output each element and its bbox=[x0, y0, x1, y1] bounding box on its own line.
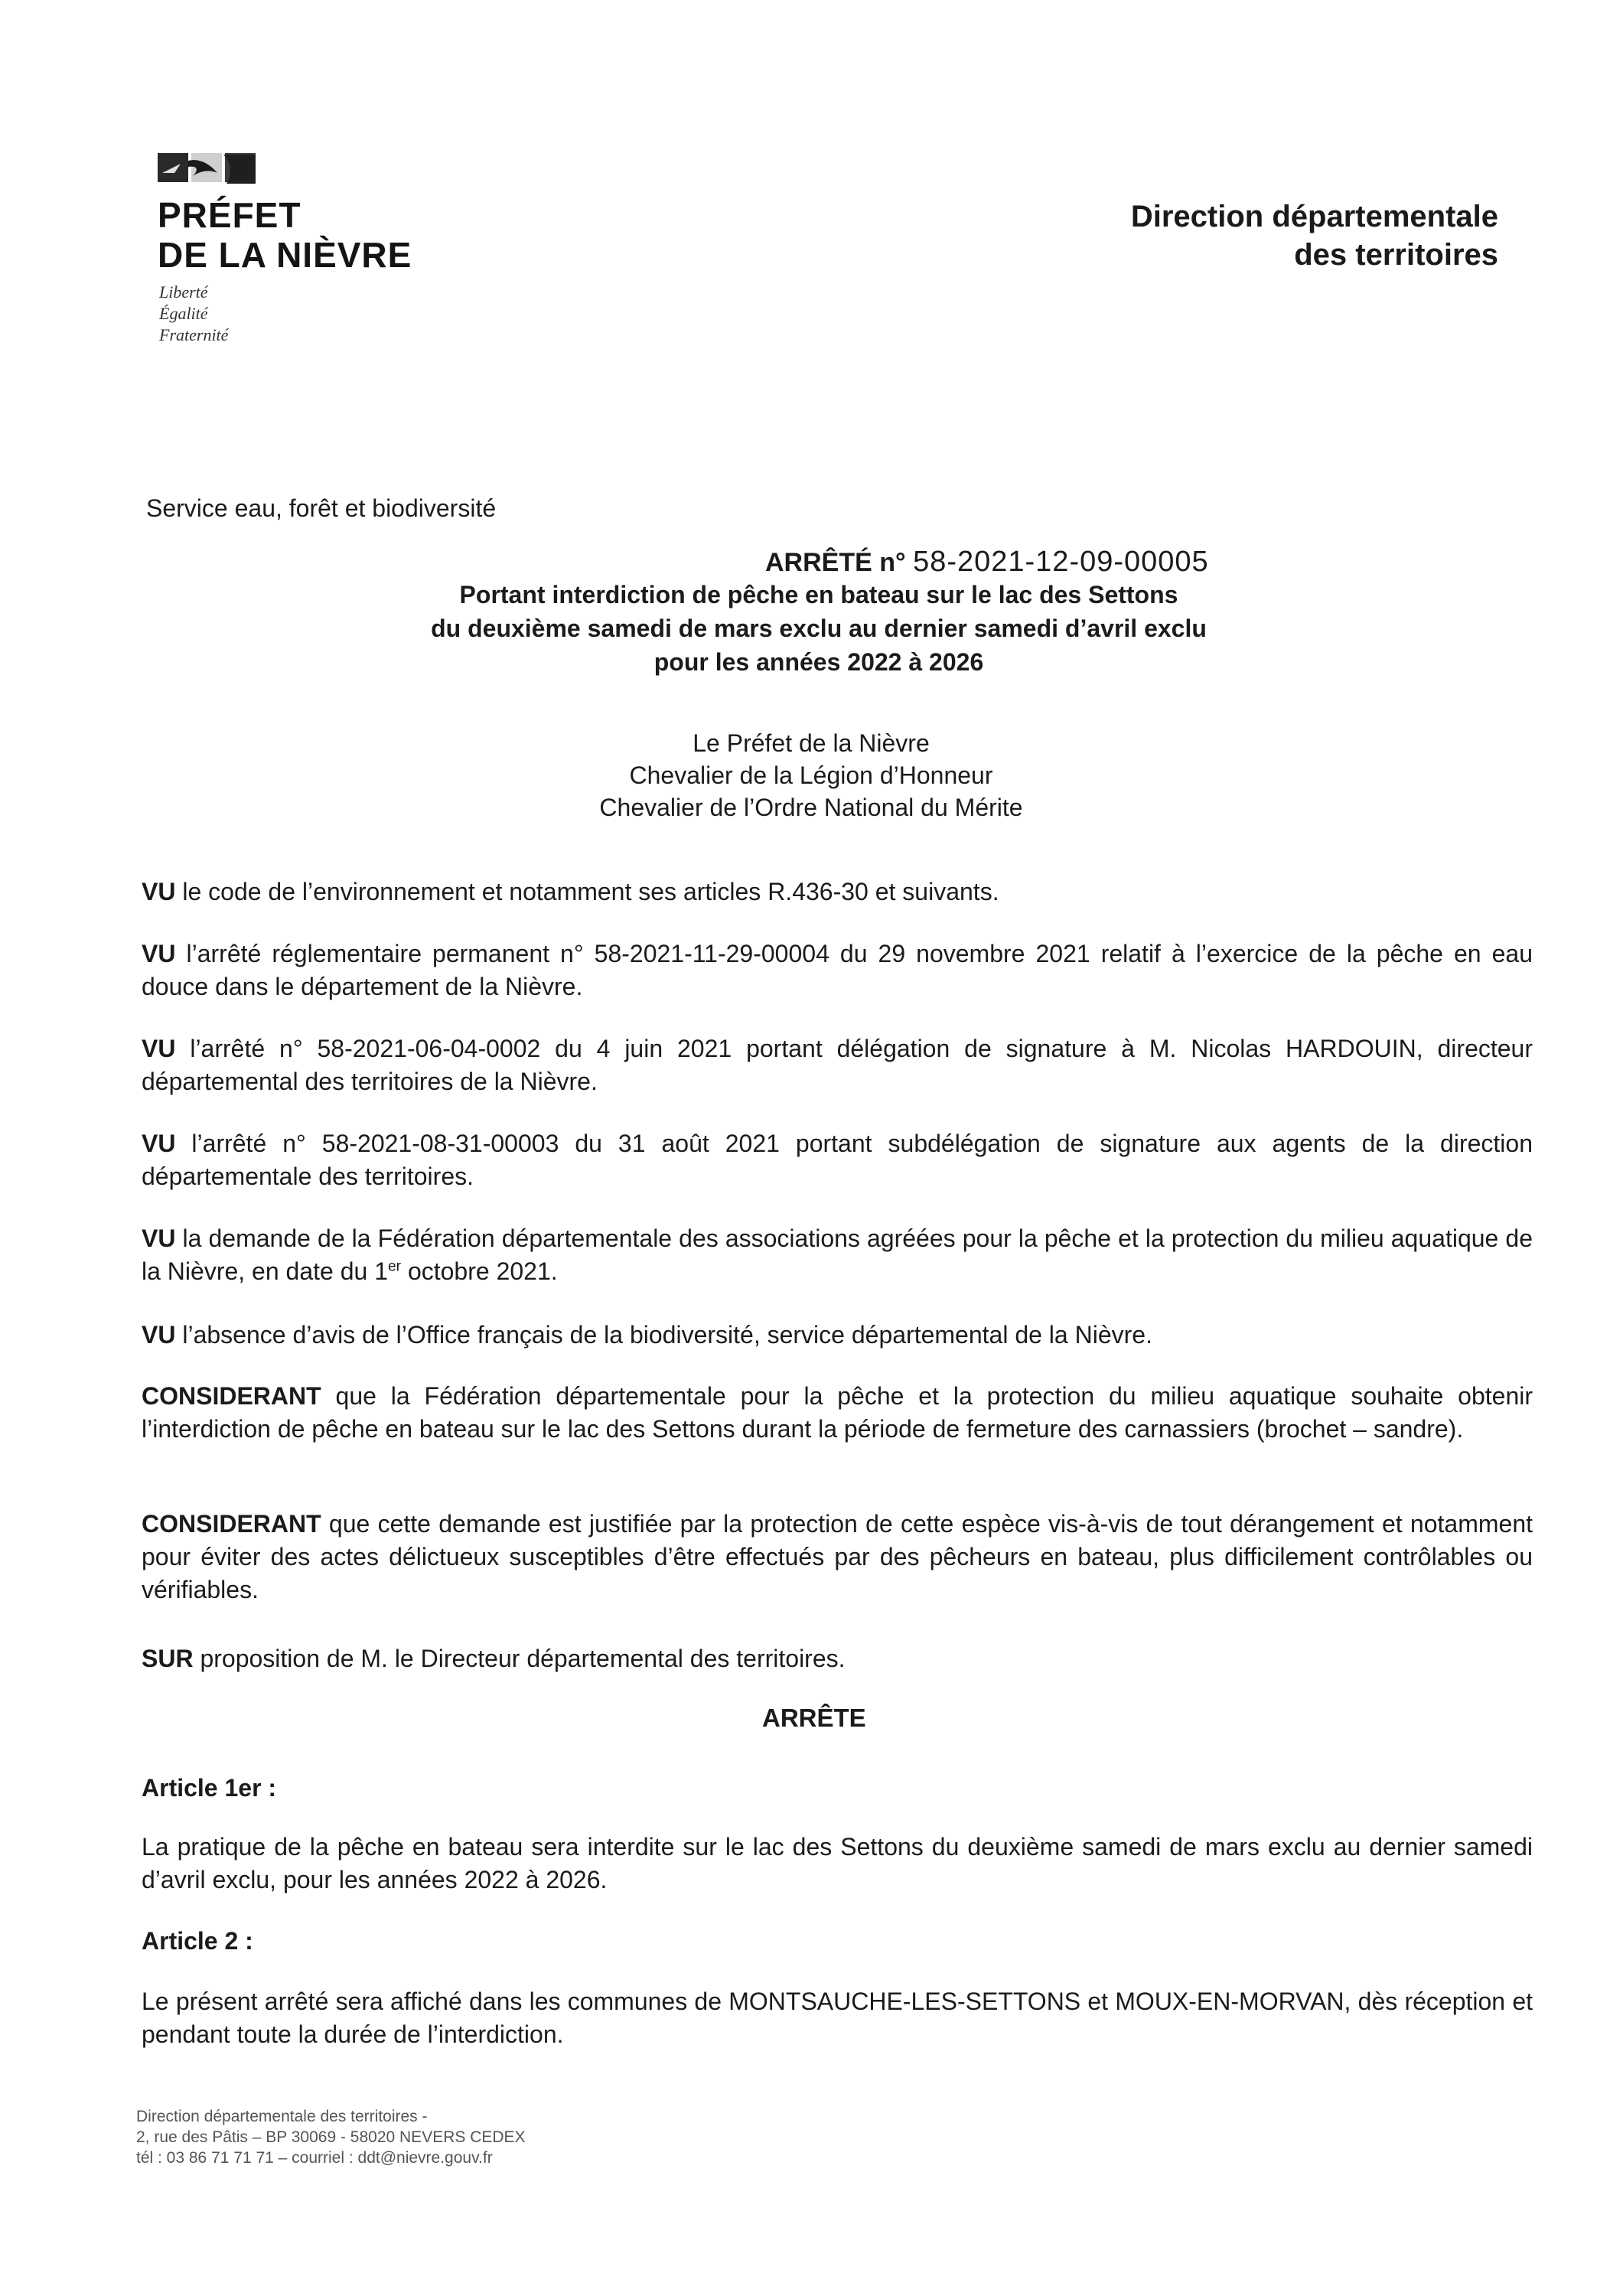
prefect-line-3: Chevalier de l’Ordre National du Mérite bbox=[599, 794, 1023, 821]
vu-paragraph bbox=[142, 1032, 1533, 1098]
vu-keyword: VU bbox=[142, 940, 176, 967]
marianne-logo-icon bbox=[158, 150, 259, 185]
vu-text-after: octobre 2021. bbox=[401, 1257, 558, 1285]
logo-line-1: PRÉFET bbox=[158, 195, 301, 235]
devise-liberte: Liberté bbox=[159, 282, 208, 302]
service-name: Service eau, forêt et biodiversité bbox=[146, 494, 497, 522]
footer-line-1: Direction départementale des territoires - bbox=[136, 2108, 428, 2125]
article-2-title: Article 2 : bbox=[142, 1927, 253, 1955]
vu-keyword: VU bbox=[142, 1225, 176, 1252]
sur-paragraph bbox=[142, 1642, 1533, 1675]
vu-keyword: VU bbox=[142, 1321, 176, 1349]
vu-text: la demande de la Fédération départementale des associations agréées pour la pêche et la protection du milieu aquatique de la Nièvre, en date du 1 bbox=[142, 1225, 1533, 1285]
vu-text: le code de l’environnement et notamment ses articles R.436-30 et suivants. bbox=[175, 878, 999, 905]
title-line-3: pour les années 2022 à 2026 bbox=[653, 648, 984, 676]
vu-paragraph bbox=[142, 876, 1533, 908]
arrete-number bbox=[765, 545, 1209, 579]
vu-keyword: VU bbox=[142, 1035, 176, 1062]
vu-keyword: VU bbox=[142, 1130, 176, 1157]
direction-line-2: des territoires bbox=[1294, 238, 1498, 272]
vu-text: l’arrêté n° 58-2021-08-31-00003 du 31 août 2021 portant subdélégation de signature aux agents de la direction départementale des territoires. bbox=[142, 1130, 1533, 1190]
vu-text: l’arrêté réglementaire permanent n° 58-2021-11-29-00004 du 29 novembre 2021 relatif à l’exercice de la pêche en eau douce dans le département de la Nièvre. bbox=[142, 940, 1533, 1000]
prefect-line-1: Le Préfet de la Nièvre bbox=[693, 729, 930, 757]
article-2-text: Le présent arrêté sera affiché dans les communes de MONTSAUCHE-LES-SETTONS et MOUX-EN-MORVAN, dès réception et pendant toute la durée de l’interdiction. bbox=[142, 1988, 1533, 2048]
sur-text: proposition de M. le Directeur départemental des territoires. bbox=[193, 1645, 846, 1672]
article-1-text: La pratique de la pêche en bateau sera interdite sur le lac des Settons du deuxième samedi de mars exclu au dernier samedi d’avril exclu, pour les années 2022 à 2026. bbox=[142, 1833, 1533, 1893]
vu-paragraph bbox=[142, 1127, 1533, 1193]
vu-text: l’arrêté n° 58-2021-06-04-0002 du 4 juin 2021 portant délégation de signature à M. Nicolas HARDOUIN, directeur départemental des territoires de la Nièvre. bbox=[142, 1035, 1533, 1095]
prefect-titles bbox=[429, 727, 1194, 823]
considerant-paragraph bbox=[142, 1380, 1533, 1446]
vu-text: l’absence d’avis de l’Office français de la biodiversité, service départemental de la Nièvre. bbox=[175, 1321, 1152, 1349]
superscript-er: er bbox=[387, 1258, 402, 1275]
considerant-keyword: CONSIDERANT bbox=[142, 1510, 321, 1538]
title-line-1: Portant interdiction de pêche en bateau sur le lac des Settons bbox=[459, 581, 1178, 608]
title-line-2: du deuxième samedi de mars exclu au dernier samedi d’avril exclu bbox=[431, 615, 1207, 642]
issuing-direction bbox=[1131, 197, 1498, 274]
prefect-line-2: Chevalier de la Légion d’Honneur bbox=[629, 762, 993, 789]
sur-keyword: SUR bbox=[142, 1645, 194, 1672]
direction-line-1: Direction départementale bbox=[1130, 200, 1498, 233]
article-1-title: Article 1er : bbox=[142, 1774, 277, 1802]
vu-keyword: VU bbox=[142, 878, 176, 905]
footer-line-3: tél : 03 86 71 71 71 – courriel : ddt@nievre.gouv.fr bbox=[136, 2149, 493, 2167]
devise-fraternite: Fraternité bbox=[159, 325, 229, 344]
considerant-text: que la Fédération départementale pour la pêche et la protection du milieu aquatique souhaite obtenir l’interdiction de pêche en bateau sur le lac des Settons durant la période de fermeture des carnassiers (brochet – sandre). bbox=[142, 1382, 1533, 1443]
vu-paragraph bbox=[142, 1222, 1533, 1288]
considerant-text: que cette demande est justifiée par la protection de cette espèce vis-à-vis de tout dérangement et notamment pour éviter des actes délictueux susceptibles d’être effectués par des pêcheurs en bateau, plus difficilement contrôlables ou vérifiables. bbox=[142, 1510, 1533, 1603]
vu-paragraph bbox=[142, 1319, 1533, 1352]
vu-paragraph bbox=[142, 938, 1533, 1003]
footer-address bbox=[136, 2106, 526, 2168]
considerant-keyword: CONSIDERANT bbox=[142, 1382, 321, 1410]
considerant-paragraph bbox=[142, 1508, 1533, 1606]
footer-line-2: 2, rue des Pâtis – BP 30069 - 58020 NEVERS CEDEX bbox=[136, 2128, 526, 2146]
devise-egalite: Égalité bbox=[159, 304, 208, 323]
arrete-heading: ARRÊTE bbox=[762, 1704, 866, 1732]
logo-line-2: DE LA NIÈVRE bbox=[158, 235, 412, 275]
arrete-number-label: ARRÊTÉ n° bbox=[765, 548, 906, 577]
arrete-number-value: 58-2021-12-09-00005 bbox=[913, 546, 1209, 578]
